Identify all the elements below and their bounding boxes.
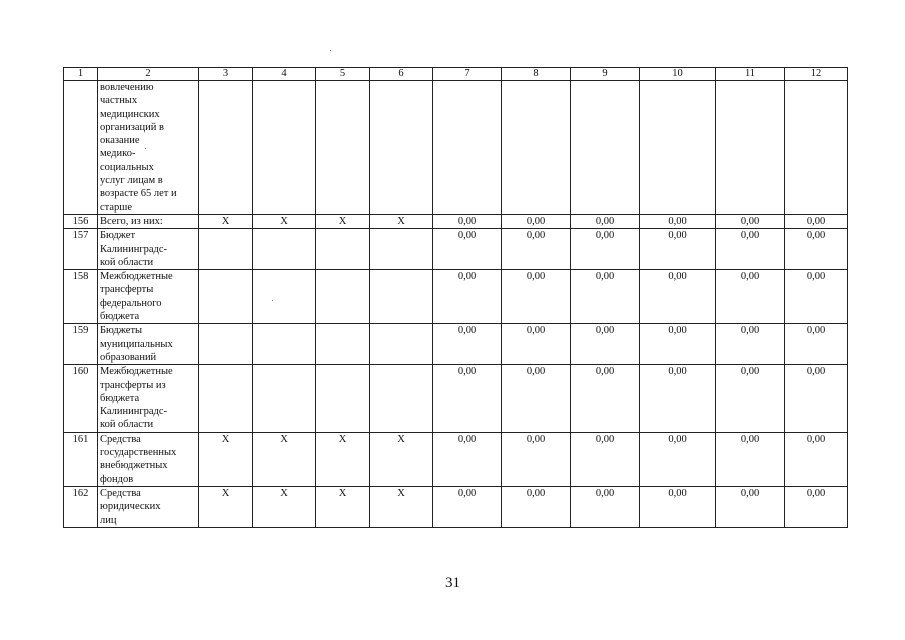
marker-cell: X xyxy=(316,486,370,527)
row-name-line: Всего, из них: xyxy=(100,215,163,227)
marker-cell: X xyxy=(316,432,370,486)
amount-cell: 0,00 xyxy=(502,365,571,432)
row-name-line: фондов xyxy=(100,473,134,485)
amount-cell: 0,00 xyxy=(716,229,785,270)
amount-cell: 0,00 xyxy=(502,214,571,228)
amount-cell: 0,00 xyxy=(502,486,571,527)
row-name-line: оказание xyxy=(100,135,140,147)
amount-cell: 0,00 xyxy=(640,229,716,270)
column-number: 10 xyxy=(640,68,716,81)
amount-cell: 0,00 xyxy=(433,365,502,432)
marker-cell xyxy=(253,324,316,365)
row-code: 161 xyxy=(64,432,98,486)
row-name-line: услуг лицам в xyxy=(100,175,163,187)
amount-cell: 0,00 xyxy=(785,270,848,324)
marker-cell: X xyxy=(253,432,316,486)
marker-cell: X xyxy=(199,432,253,486)
marker-cell xyxy=(316,270,370,324)
empty-cell xyxy=(785,81,848,215)
amount-cell: 0,00 xyxy=(502,229,571,270)
row-name-line: Калининградс- xyxy=(100,406,168,418)
column-number: 4 xyxy=(253,68,316,81)
table-row xyxy=(64,432,848,486)
amount-cell: 0,00 xyxy=(571,270,640,324)
row-name-line: муниципальных xyxy=(100,338,173,350)
empty-cell xyxy=(640,81,716,215)
marker-cell: X xyxy=(253,214,316,228)
marker-cell: X xyxy=(199,486,253,527)
empty-cell xyxy=(253,81,316,215)
amount-cell: 0,00 xyxy=(640,432,716,486)
table-body xyxy=(64,68,848,528)
marker-cell xyxy=(316,324,370,365)
amount-cell: 0,00 xyxy=(785,432,848,486)
column-number: 3 xyxy=(199,68,253,81)
column-number: 5 xyxy=(316,68,370,81)
marker-cell xyxy=(370,270,433,324)
empty-cell xyxy=(571,81,640,215)
amount-cell: 0,00 xyxy=(433,324,502,365)
amount-cell: 0,00 xyxy=(502,270,571,324)
page-number: 31 xyxy=(445,575,460,591)
scan-speck xyxy=(272,300,273,301)
amount-cell: 0,00 xyxy=(785,214,848,228)
row-name-line: бюджета xyxy=(100,311,140,323)
amount-cell: 0,00 xyxy=(716,324,785,365)
marker-cell: X xyxy=(316,214,370,228)
row-code: 160 xyxy=(64,365,98,432)
amount-cell: 0,00 xyxy=(433,432,502,486)
amount-cell: 0,00 xyxy=(785,365,848,432)
row-code: 162 xyxy=(64,486,98,527)
amount-cell: 0,00 xyxy=(716,432,785,486)
amount-cell: 0,00 xyxy=(716,486,785,527)
row-name xyxy=(98,214,199,228)
row-name-line: социальных xyxy=(100,161,154,173)
marker-cell xyxy=(253,365,316,432)
row-name-line: образований xyxy=(100,351,157,363)
marker-cell xyxy=(316,229,370,270)
amount-cell: 0,00 xyxy=(571,486,640,527)
amount-cell: 0,00 xyxy=(716,270,785,324)
amount-cell: 0,00 xyxy=(640,365,716,432)
amount-cell: 0,00 xyxy=(716,365,785,432)
table-row xyxy=(64,229,848,270)
marker-cell xyxy=(199,365,253,432)
empty-cell xyxy=(502,81,571,215)
scan-speck xyxy=(330,50,331,51)
row-name xyxy=(98,432,199,486)
column-number: 8 xyxy=(502,68,571,81)
amount-cell: 0,00 xyxy=(716,214,785,228)
table-row xyxy=(64,270,848,324)
row-name xyxy=(98,229,199,270)
table-row xyxy=(64,324,848,365)
row-name-line: Межбюджетные xyxy=(100,366,173,378)
column-number-row xyxy=(64,68,848,81)
row-name-line: медико- xyxy=(100,148,136,160)
row-name-line: федерального xyxy=(100,297,162,309)
marker-cell xyxy=(370,229,433,270)
row-name-line: государственных xyxy=(100,447,177,459)
row-name xyxy=(98,81,199,215)
column-number: 9 xyxy=(571,68,640,81)
amount-cell: 0,00 xyxy=(785,324,848,365)
marker-cell: X xyxy=(370,486,433,527)
row-name-line: трансферты xyxy=(100,284,154,296)
column-number: 2 xyxy=(98,68,199,81)
row-code: 158 xyxy=(64,270,98,324)
amount-cell: 0,00 xyxy=(640,270,716,324)
empty-cell xyxy=(316,81,370,215)
column-number: 11 xyxy=(716,68,785,81)
table-row-continuation xyxy=(64,81,848,215)
marker-cell: X xyxy=(370,214,433,228)
amount-cell: 0,00 xyxy=(433,214,502,228)
row-name xyxy=(98,365,199,432)
row-name-line: трансферты из xyxy=(100,379,166,391)
row-name-line: Межбюджетные xyxy=(100,271,173,283)
table-row xyxy=(64,486,848,527)
row-name-line: старше xyxy=(100,201,133,213)
column-number: 1 xyxy=(64,68,98,81)
amount-cell: 0,00 xyxy=(502,432,571,486)
amount-cell: 0,00 xyxy=(433,229,502,270)
row-name xyxy=(98,486,199,527)
marker-cell: X xyxy=(253,486,316,527)
row-name-line: возрасте 65 лет и xyxy=(100,188,177,200)
amount-cell: 0,00 xyxy=(502,324,571,365)
amount-cell: 0,00 xyxy=(571,365,640,432)
empty-cell xyxy=(370,81,433,215)
row-name-line: Калининградс- xyxy=(100,243,168,255)
budget-table xyxy=(63,67,848,528)
row-name-line: лиц xyxy=(100,514,117,526)
marker-cell xyxy=(253,229,316,270)
empty-cell xyxy=(199,81,253,215)
row-name-line: внебюджетных xyxy=(100,460,168,472)
marker-cell xyxy=(370,324,433,365)
row-name-line: организаций в xyxy=(100,121,164,133)
row-name xyxy=(98,324,199,365)
amount-cell: 0,00 xyxy=(640,486,716,527)
column-number: 12 xyxy=(785,68,848,81)
row-name-line: Бюджет xyxy=(100,230,136,242)
amount-cell: 0,00 xyxy=(433,270,502,324)
row-code: 159 xyxy=(64,324,98,365)
empty-cell xyxy=(716,81,785,215)
row-name-line: медицинских xyxy=(100,108,160,120)
row-name-line: вовлечению xyxy=(100,82,154,93)
table-row xyxy=(64,365,848,432)
amount-cell: 0,00 xyxy=(571,229,640,270)
amount-cell: 0,00 xyxy=(571,324,640,365)
marker-cell xyxy=(199,324,253,365)
marker-cell xyxy=(199,229,253,270)
row-code: 156 xyxy=(64,214,98,228)
marker-cell xyxy=(253,270,316,324)
marker-cell: X xyxy=(370,432,433,486)
row-name-line: частных xyxy=(100,95,138,107)
row-name xyxy=(98,270,199,324)
row-code xyxy=(64,81,98,215)
amount-cell: 0,00 xyxy=(433,486,502,527)
amount-cell: 0,00 xyxy=(640,214,716,228)
marker-cell xyxy=(199,270,253,324)
amount-cell: 0,00 xyxy=(571,214,640,228)
row-name-line: кой области xyxy=(100,419,154,431)
row-name-line: юридических xyxy=(100,501,161,513)
column-number: 6 xyxy=(370,68,433,81)
amount-cell: 0,00 xyxy=(785,486,848,527)
table-row xyxy=(64,214,848,228)
row-name-line: Бюджеты xyxy=(100,325,143,337)
marker-cell: X xyxy=(199,214,253,228)
row-name-line: кой области xyxy=(100,256,154,268)
row-name-line: бюджета xyxy=(100,392,140,404)
amount-cell: 0,00 xyxy=(571,432,640,486)
row-name-line: Средства xyxy=(100,487,141,499)
amount-cell: 0,00 xyxy=(785,229,848,270)
scan-speck xyxy=(145,148,146,149)
amount-cell: 0,00 xyxy=(640,324,716,365)
marker-cell xyxy=(370,365,433,432)
row-code: 157 xyxy=(64,229,98,270)
column-number: 7 xyxy=(433,68,502,81)
row-name-line: Средства xyxy=(100,433,141,445)
empty-cell xyxy=(433,81,502,215)
marker-cell xyxy=(316,365,370,432)
